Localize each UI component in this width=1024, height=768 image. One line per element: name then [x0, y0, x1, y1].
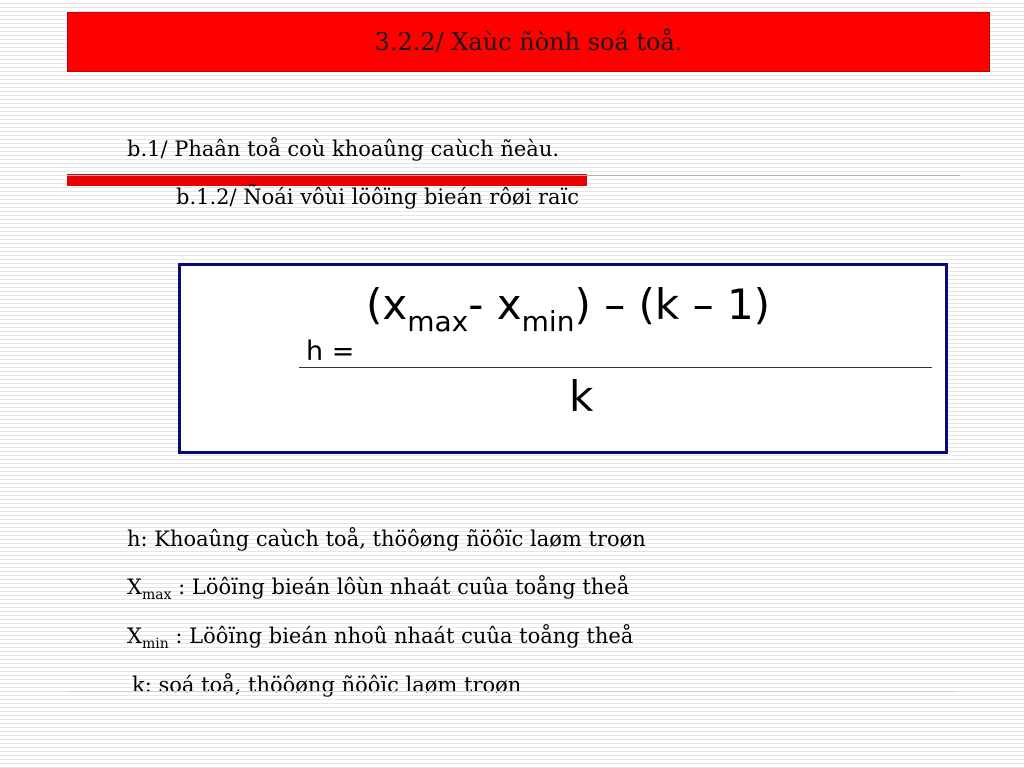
xmin-description: : Löôïng bieán nhoû nhaát cuûa toång theå — [168, 624, 634, 648]
fraction-bar — [299, 367, 932, 368]
definition-h: h: Khoaûng caùch toå, thöôøng ñöôïc laøm troøn — [127, 527, 646, 551]
numerator-min-subscript: min — [521, 305, 575, 338]
formula-numerator — [366, 280, 770, 338]
section-heading: b.1/ Phaân toå coù khoaûng caùch ñeàu. — [127, 137, 560, 161]
definition-k: k: soá toå, thöôøng ñöôïc laøm troøn — [132, 673, 522, 697]
title-bar — [67, 12, 990, 72]
numerator-minus: - x — [468, 280, 522, 329]
formula-box — [178, 263, 948, 454]
formula-lhs: h = — [306, 336, 355, 367]
xmin-subscript: min — [141, 636, 169, 652]
numerator-open: (x — [366, 280, 408, 329]
numerator-max-subscript: max — [407, 305, 469, 338]
formula-denominator: k — [569, 372, 594, 421]
xmin-variable: X — [127, 624, 142, 648]
definition-xmax — [127, 575, 629, 603]
xmax-description: : Löôïng bieán lôùn nhaát cuûa toång theå — [171, 575, 630, 599]
xmax-subscript: max — [141, 587, 172, 603]
section-subheading: b.1.2/ Ñoái vôùi löôïng bieán rôøi raïc — [176, 185, 580, 209]
numerator-close: ) – (k – 1) — [574, 280, 771, 329]
divider-line — [67, 175, 960, 176]
definition-xmin — [127, 624, 633, 652]
bottom-divider-line — [67, 691, 957, 692]
xmax-variable: X — [127, 575, 142, 599]
slide-title: 3.2.2/ Xaùc ñònh soá toå. — [374, 28, 683, 56]
